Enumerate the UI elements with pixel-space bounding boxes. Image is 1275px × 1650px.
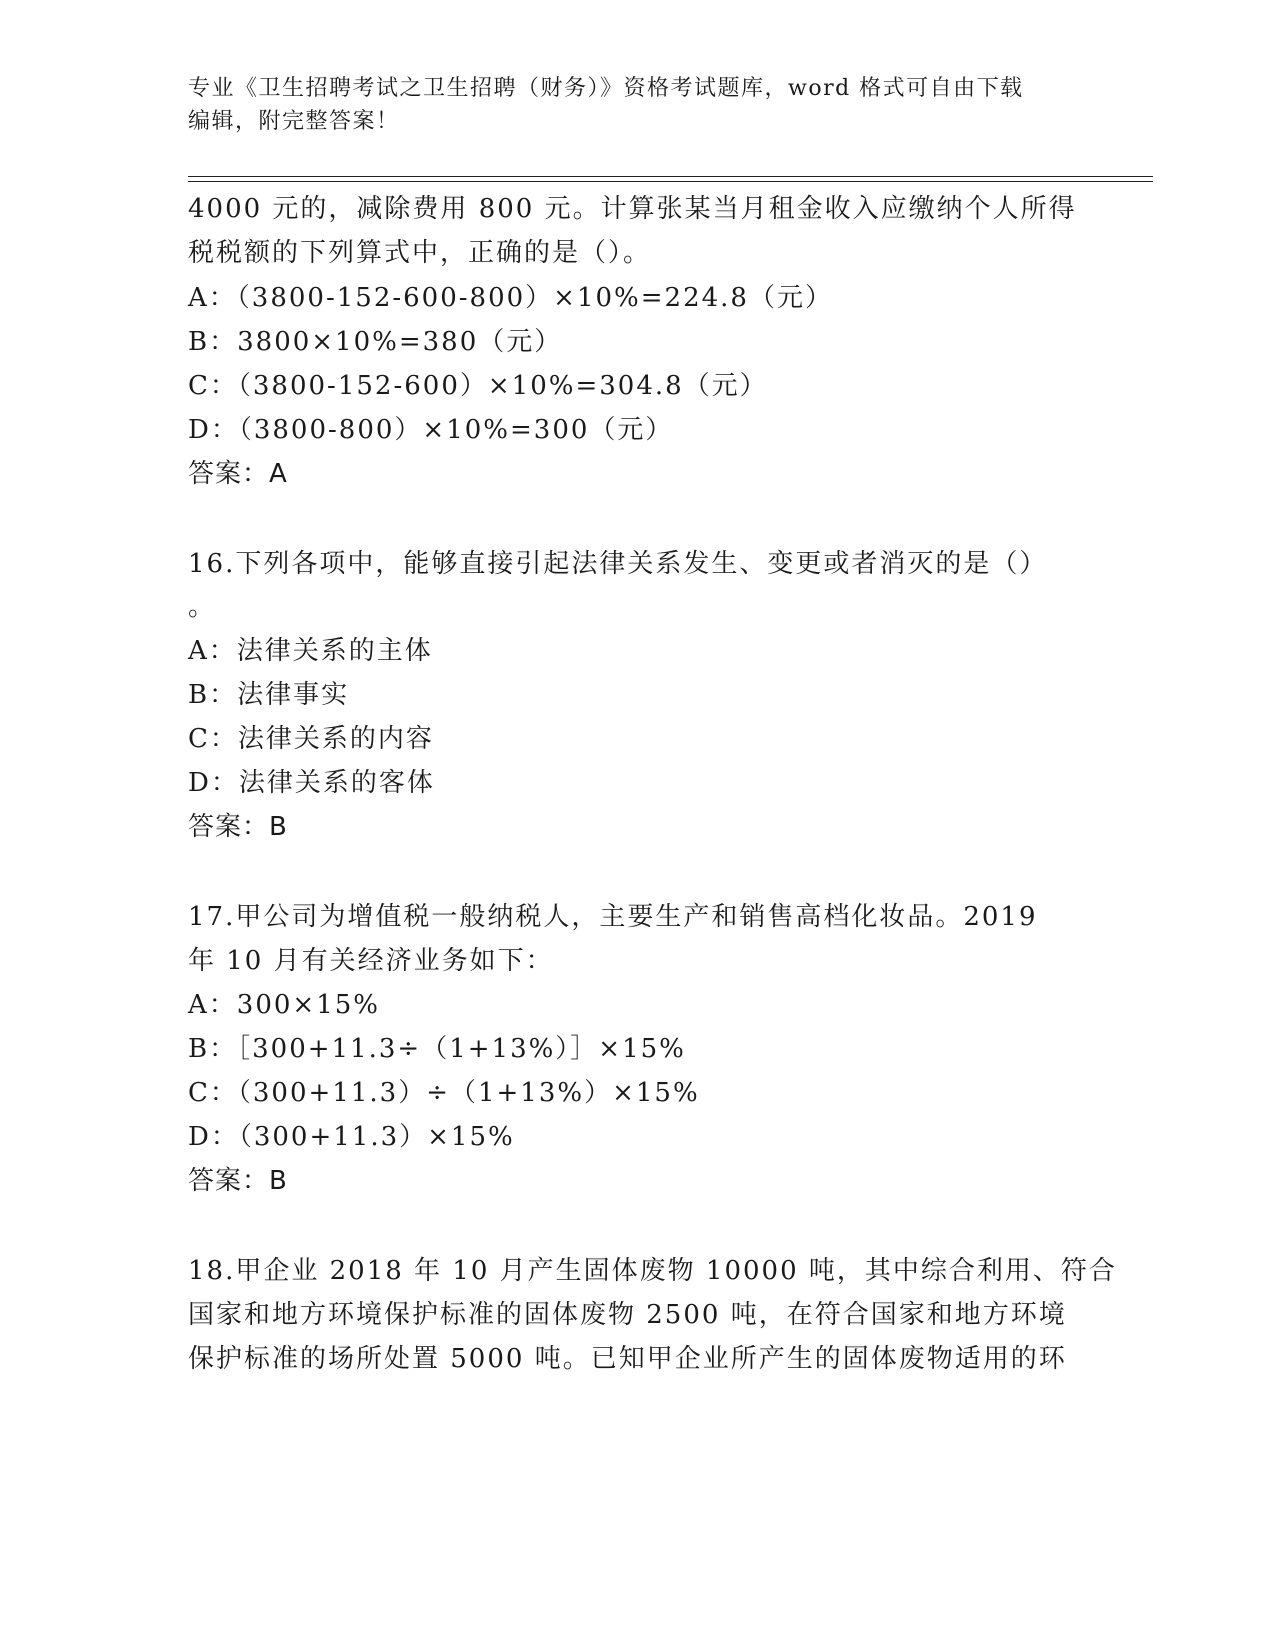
header-line-1: 专业《卫生招聘考试之卫生招聘（财务）》资格考试题库，word 格式可自由下载 <box>188 76 1024 101</box>
q17-stem-line-1: 17.甲公司为增值税一般纳税人，主要生产和销售高档化妆品。2019 <box>188 902 1038 932</box>
q15-stem-line-1: 4000 元的，减除费用 800 元。计算张某当月租金收入应缴纳个人所得 <box>188 194 1077 224</box>
q18-stem-line-3: 保护标准的场所处置 5000 吨。已知甲企业所产生的固体废物适用的环 <box>188 1344 1067 1374</box>
header-line-2: 编辑，附完整答案！ <box>188 109 400 134</box>
q17-option-c: C：（300+11.3）÷（1+13%）×15% <box>188 1078 700 1108</box>
q16-option-c: C：法律关系的内容 <box>188 724 434 754</box>
q15-option-d: D：（3800-800）×10%=300（元） <box>188 415 674 445</box>
header-divider-top <box>188 176 1153 177</box>
q16-stem-line-2: 。 <box>188 592 217 622</box>
q15-option-b: B：3800×10%=380（元） <box>188 327 563 357</box>
q17-option-d: D：（300+11.3）×15% <box>188 1122 515 1152</box>
q16-answer: 答案：B <box>188 812 288 842</box>
q18-stem-line-2: 国家和地方环境保护标准的固体废物 2500 吨，在符合国家和地方环境 <box>188 1300 1067 1330</box>
q15-option-a: A：（3800-152-600-800）×10%=224.8（元） <box>188 283 833 313</box>
q18-stem-line-1: 18.甲企业 2018 年 10 月产生固体废物 10000 吨，其中综合利用、符合 <box>188 1256 1117 1286</box>
q16-option-a: A：法律关系的主体 <box>188 636 433 666</box>
q16-option-b: B：法律事实 <box>188 680 350 710</box>
q17-stem-line-2: 年 10 月有关经济业务如下： <box>188 946 554 976</box>
q17-answer: 答案：B <box>188 1166 288 1196</box>
document-header <box>188 72 1088 138</box>
q17-option-a: A：300×15% <box>188 990 380 1020</box>
q15-stem-line-2: 税税额的下列算式中，正确的是（）。 <box>188 238 652 268</box>
q17-option-b: B：［300+11.3÷（1+13%）］×15% <box>188 1034 686 1064</box>
q15-answer: 答案：A <box>188 459 288 489</box>
q16-stem-line-1: 16.下列各项中，能够直接引起法律关系发生、变更或者消灭的是（） <box>188 549 1048 579</box>
q15-option-c: C：（3800-152-600）×10%=304.8（元） <box>188 371 768 401</box>
q16-option-d: D：法律关系的客体 <box>188 768 435 798</box>
header-divider-bottom <box>188 181 1153 182</box>
